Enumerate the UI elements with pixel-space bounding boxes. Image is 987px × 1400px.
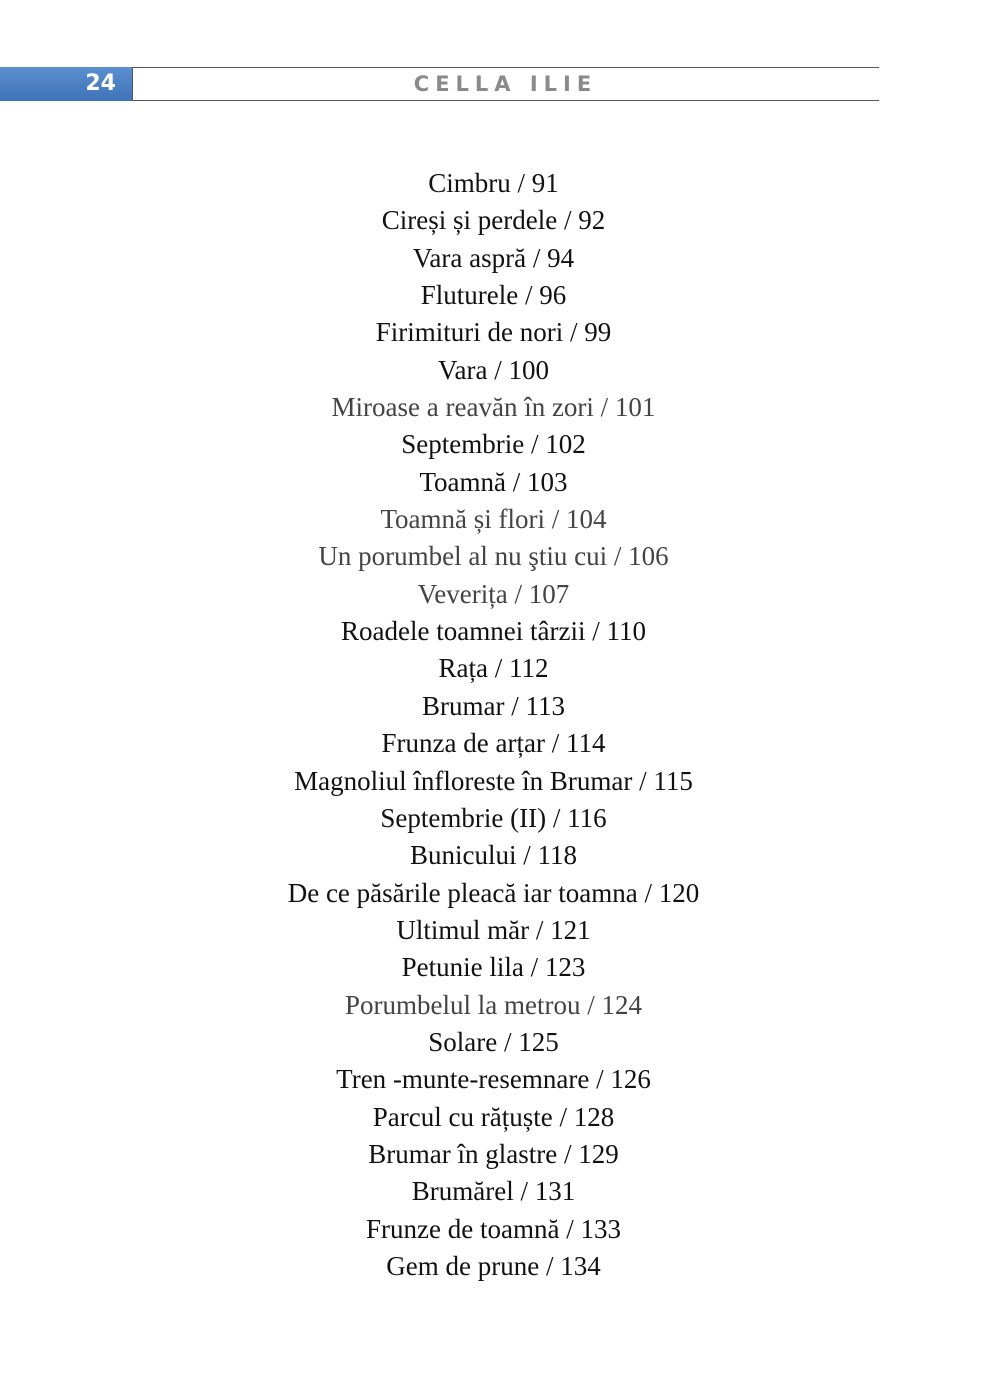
toc-entry: Parcul cu rățuște / 128	[372, 1101, 615, 1132]
toc-entry: Bunicului / 118	[410, 840, 577, 871]
toc-entry: Petunie lila / 123	[401, 952, 586, 983]
toc-entry: Brumar / 113	[422, 690, 565, 721]
toc-entry: Frunza de arțar / 114	[381, 728, 606, 759]
toc-entry: Ultimul măr / 121	[396, 914, 591, 945]
toc-entry: Frunze de toamnă / 133	[366, 1213, 621, 1244]
toc-entry: Gem de prune / 134	[386, 1250, 601, 1281]
toc-entry: Brumărel / 131	[411, 1176, 576, 1207]
toc-entry: Brumar în glastre / 129	[368, 1138, 619, 1169]
toc-entry: Toamnă și flori / 104	[380, 504, 607, 535]
toc-entry: Magnoliul înfloreste în Brumar / 115	[294, 765, 693, 796]
toc-entry: Firimituri de nori / 99	[375, 317, 612, 348]
toc-entry: Roadele toamnei târzii / 110	[341, 616, 646, 647]
toc-entry: Veverița / 107	[417, 578, 570, 609]
toc-entry: De ce păsările pleacă iar toamna / 120	[287, 877, 700, 908]
toc-entry: Vara / 100	[438, 354, 549, 385]
toc-entry: Un porumbel al nu ştiu cui / 106	[318, 541, 669, 572]
toc-entry: Septembrie (II) / 116	[380, 802, 607, 833]
running-header	[0, 67, 879, 101]
toc-entry: Miroase a reavăn în zori / 101	[331, 392, 656, 423]
toc-entry: Cireși și perdele / 92	[381, 205, 606, 236]
toc-entry: Septembrie / 102	[401, 429, 586, 460]
toc-entry: Porumbelul la metrou / 124	[345, 989, 642, 1020]
toc-entry: Vara aspră / 94	[412, 242, 575, 273]
table-of-contents	[0, 165, 987, 1285]
toc-entry: Fluturele / 96	[420, 280, 567, 311]
toc-entry: Cimbru / 91	[428, 168, 559, 198]
author-name: CELLA ILIE	[413, 72, 598, 96]
page-number: 24	[85, 71, 116, 96]
toc-entry: Tren -munte-resemnare / 126	[336, 1064, 651, 1095]
toc-entry: Rața / 112	[438, 653, 549, 684]
toc-entry: Toamnă / 103	[419, 466, 568, 497]
toc-entry: Solare / 125	[428, 1026, 559, 1057]
